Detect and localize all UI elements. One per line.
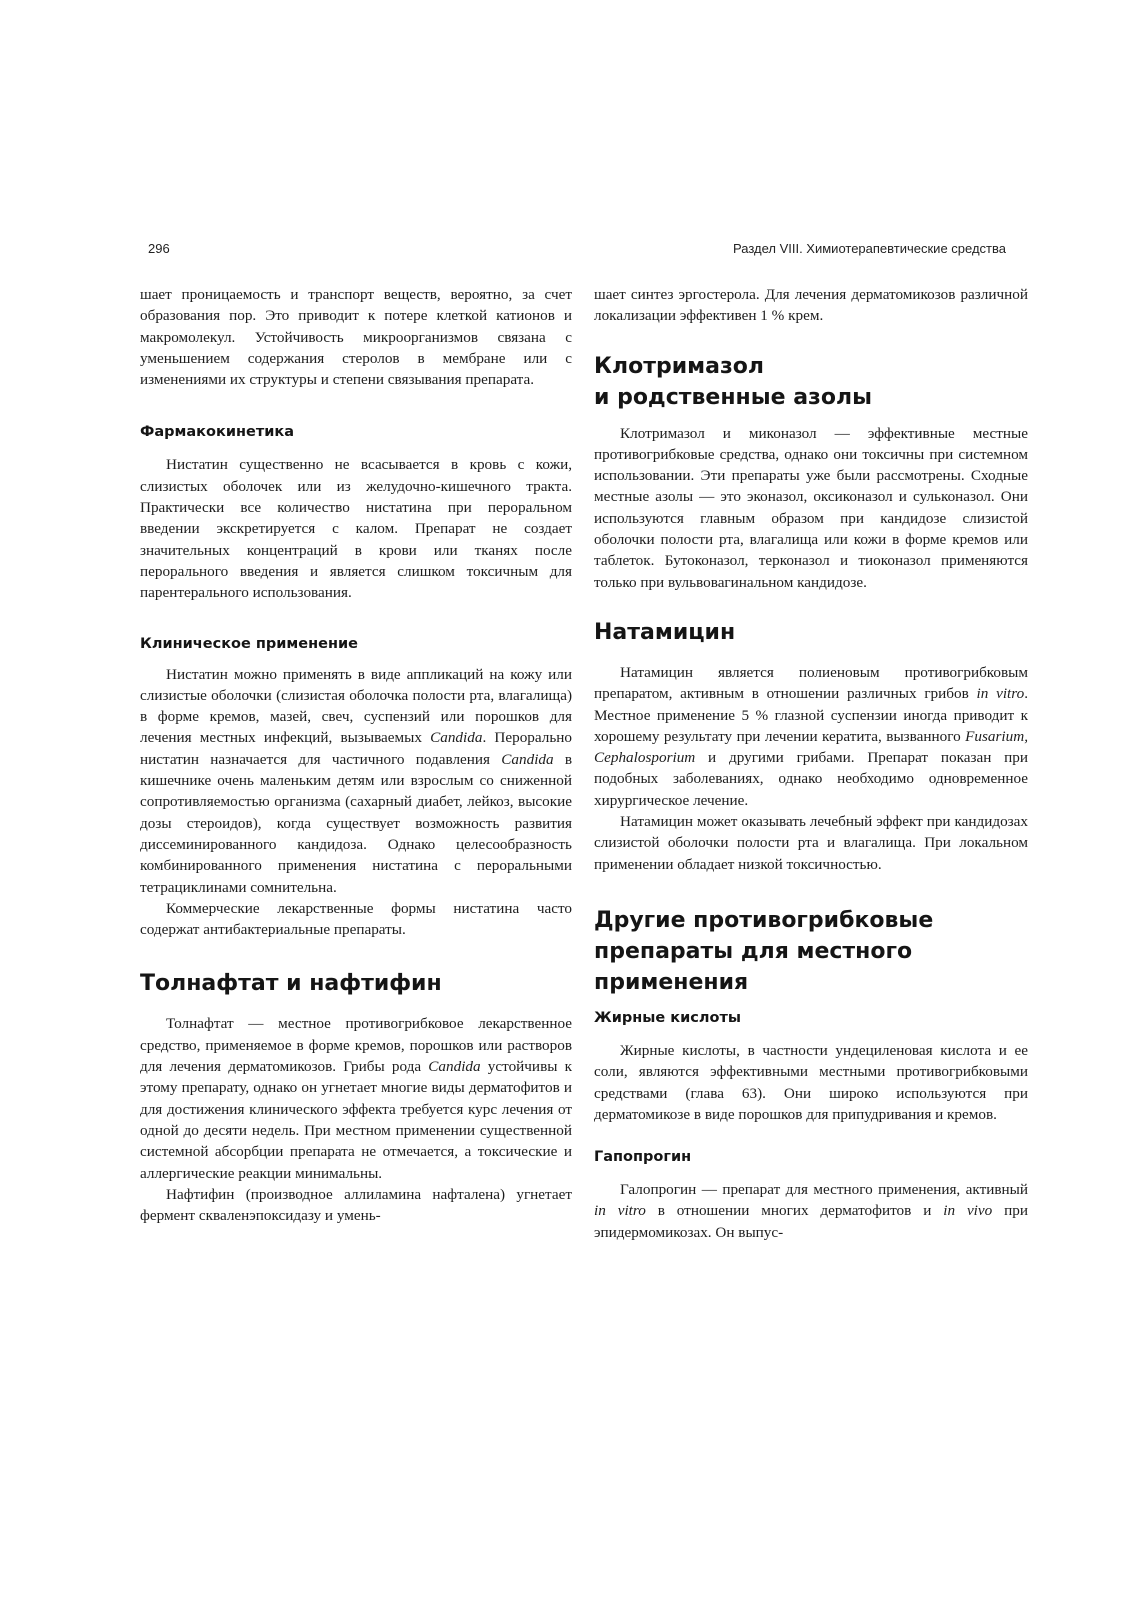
- heading-clotrimazole: Клотримазол и родственные азолы: [594, 353, 872, 410]
- paragraph: шает проницаемость и транспорт веществ, вероятно, за счет образования пор. Это приводит к потере клеткой катионов и макромолекул. Устойчивость микроорганизмов связана с уменьшением содержания стеролов в мембране или с изменениями их структуры и степени связывания препарата.: [140, 286, 572, 389]
- heading-haloprogin: Гапопрогин: [594, 1149, 692, 1166]
- italic-term: Fusarium, Cephalosporium: [594, 727, 1028, 767]
- heading-other-topical: Другие противогрибковые препараты для местного применения: [594, 907, 934, 995]
- heading-fatty-acids: Жирные кислоты: [594, 1009, 741, 1026]
- heading-pharmacokinetics: Фармакокинетика: [140, 424, 295, 441]
- italic-term: in vitro: [594, 1202, 646, 1220]
- right-column: [594, 284, 1028, 1243]
- paragraph: Натамицин является полиеновым противогрибковым препаратом, активным в отношении различных грибов in vitro. Местное применение 5 % глазной суспензии иногда приводит к хорошему результату при лечении кератита, вызванного Fusarium, Cephalosporium и другими грибами. Препарат показан при подобных заболеваниях, однако необходимо одновременное хирургическое лечение.: [594, 663, 1028, 809]
- paragraph: Натамицин может оказывать лечебный эффект при кандидозах слизистой оболочки полости рта и влагалища. При локальном применении обладает низкой токсичностью.: [594, 813, 1028, 873]
- heading-clinical-use: Клиническое применение: [140, 635, 358, 652]
- paragraph: Коммерческие лекарственные формы нистатина часто содержат антибактериальные препараты.: [140, 899, 572, 939]
- paragraph: Нистатин можно применять в виде аппликаций на кожу или слизистые оболочки (слизистая оболочка полости рта, влагалища) в форме кремов, мазей, свеч, суспензий или порошков для лечения местных инфекций, вызываемых Candida. Перорально нистатин назначается для частичного подавления Candida в кишечнике очень маленьким детям или взрослым со сниженной сопротивляемостью организма (сахарный диабет, лейкоз, высокие дозы стероидов), когда существует возможность развития диссеминированного кандидоза. Однако целесообразность комбинированного применения нистатина с пероральными тетрациклинами сомнительна.: [140, 665, 573, 896]
- italic-term: Candida: [501, 750, 554, 768]
- paragraph: Галопрогин — препарат для местного применения, активный in vitro в отношении многих дерматофитов и in vivo при эпидермомикозах. Он выпус-: [594, 1181, 1028, 1241]
- italic-term: in vivo: [943, 1202, 993, 1220]
- left-column: [140, 284, 572, 1226]
- paragraph: Клотримазол и миконазол — эффективные местные противогрибковые средства, однако они токсичны при системном использовании. Эти препараты уже были рассмотрены. Сходные местные азолы — это эконазол, оксиконазол и сульконазол. Они используются главным образом при кандидозе слизистой оболочки полости рта, влагалища или кожи в форме кремов или таблеток. Бутоконазол, терконазол и тиоконазол применяются только при вульвовагинальном кандидозе.: [594, 424, 1028, 591]
- heading-natamycin: Натамицин: [594, 619, 736, 645]
- paragraph: шает синтез эргостерола. Для лечения дерматомикозов различной локализации эффективен 1 % крем.: [594, 286, 1028, 325]
- paragraph: Жирные кислоты, в частности ундециленовая кислота и ее соли, являются эффективными местными противогрибковыми средствами (глава 63). Они широко используются при дерматомикозе в виде порошков для припудривания и кремов.: [594, 1041, 1028, 1123]
- paragraph: Нистатин существенно не всасывается в кровь с кожи, слизистых оболочек или из желудочно-кишечного тракта. Практически все количество нистатина при пероральном введении экскретируется с калом. Препарат не создает значительных концентраций в крови или тканях после перорального введения и является слишком токсичным для парентерального использования.: [140, 456, 572, 602]
- running-header: Раздел VIII. Химиотерапевтические средства: [733, 241, 1006, 256]
- heading-tolnaftate: Толнафтат и нафтифин: [140, 971, 442, 997]
- italic-term: in vitro: [976, 685, 1025, 703]
- italic-term: Candida: [430, 729, 483, 747]
- paragraph: Нафтифин (производное аллиламина нафталена) угнетает фермент скваленэпоксидазу и умень-: [140, 1185, 572, 1225]
- italic-term: Candida: [428, 1058, 481, 1076]
- page-number: 296: [148, 241, 170, 256]
- paragraph: Толнафтат — местное противогрибковое лекарственное средство, применяемое в форме кремов, порошков или растворов для лечения дерматомикозов. Грибы рода Candida устойчивы к этому препарату, однако он угнетает многие виды дерматофитов и для достижения клинического эффекта требуется курс лечения от одной до десяти недель. При местном применении существенной системной абсорбции препарата не отмечается, а токсические и аллергические реакции минимальны.: [140, 1015, 572, 1182]
